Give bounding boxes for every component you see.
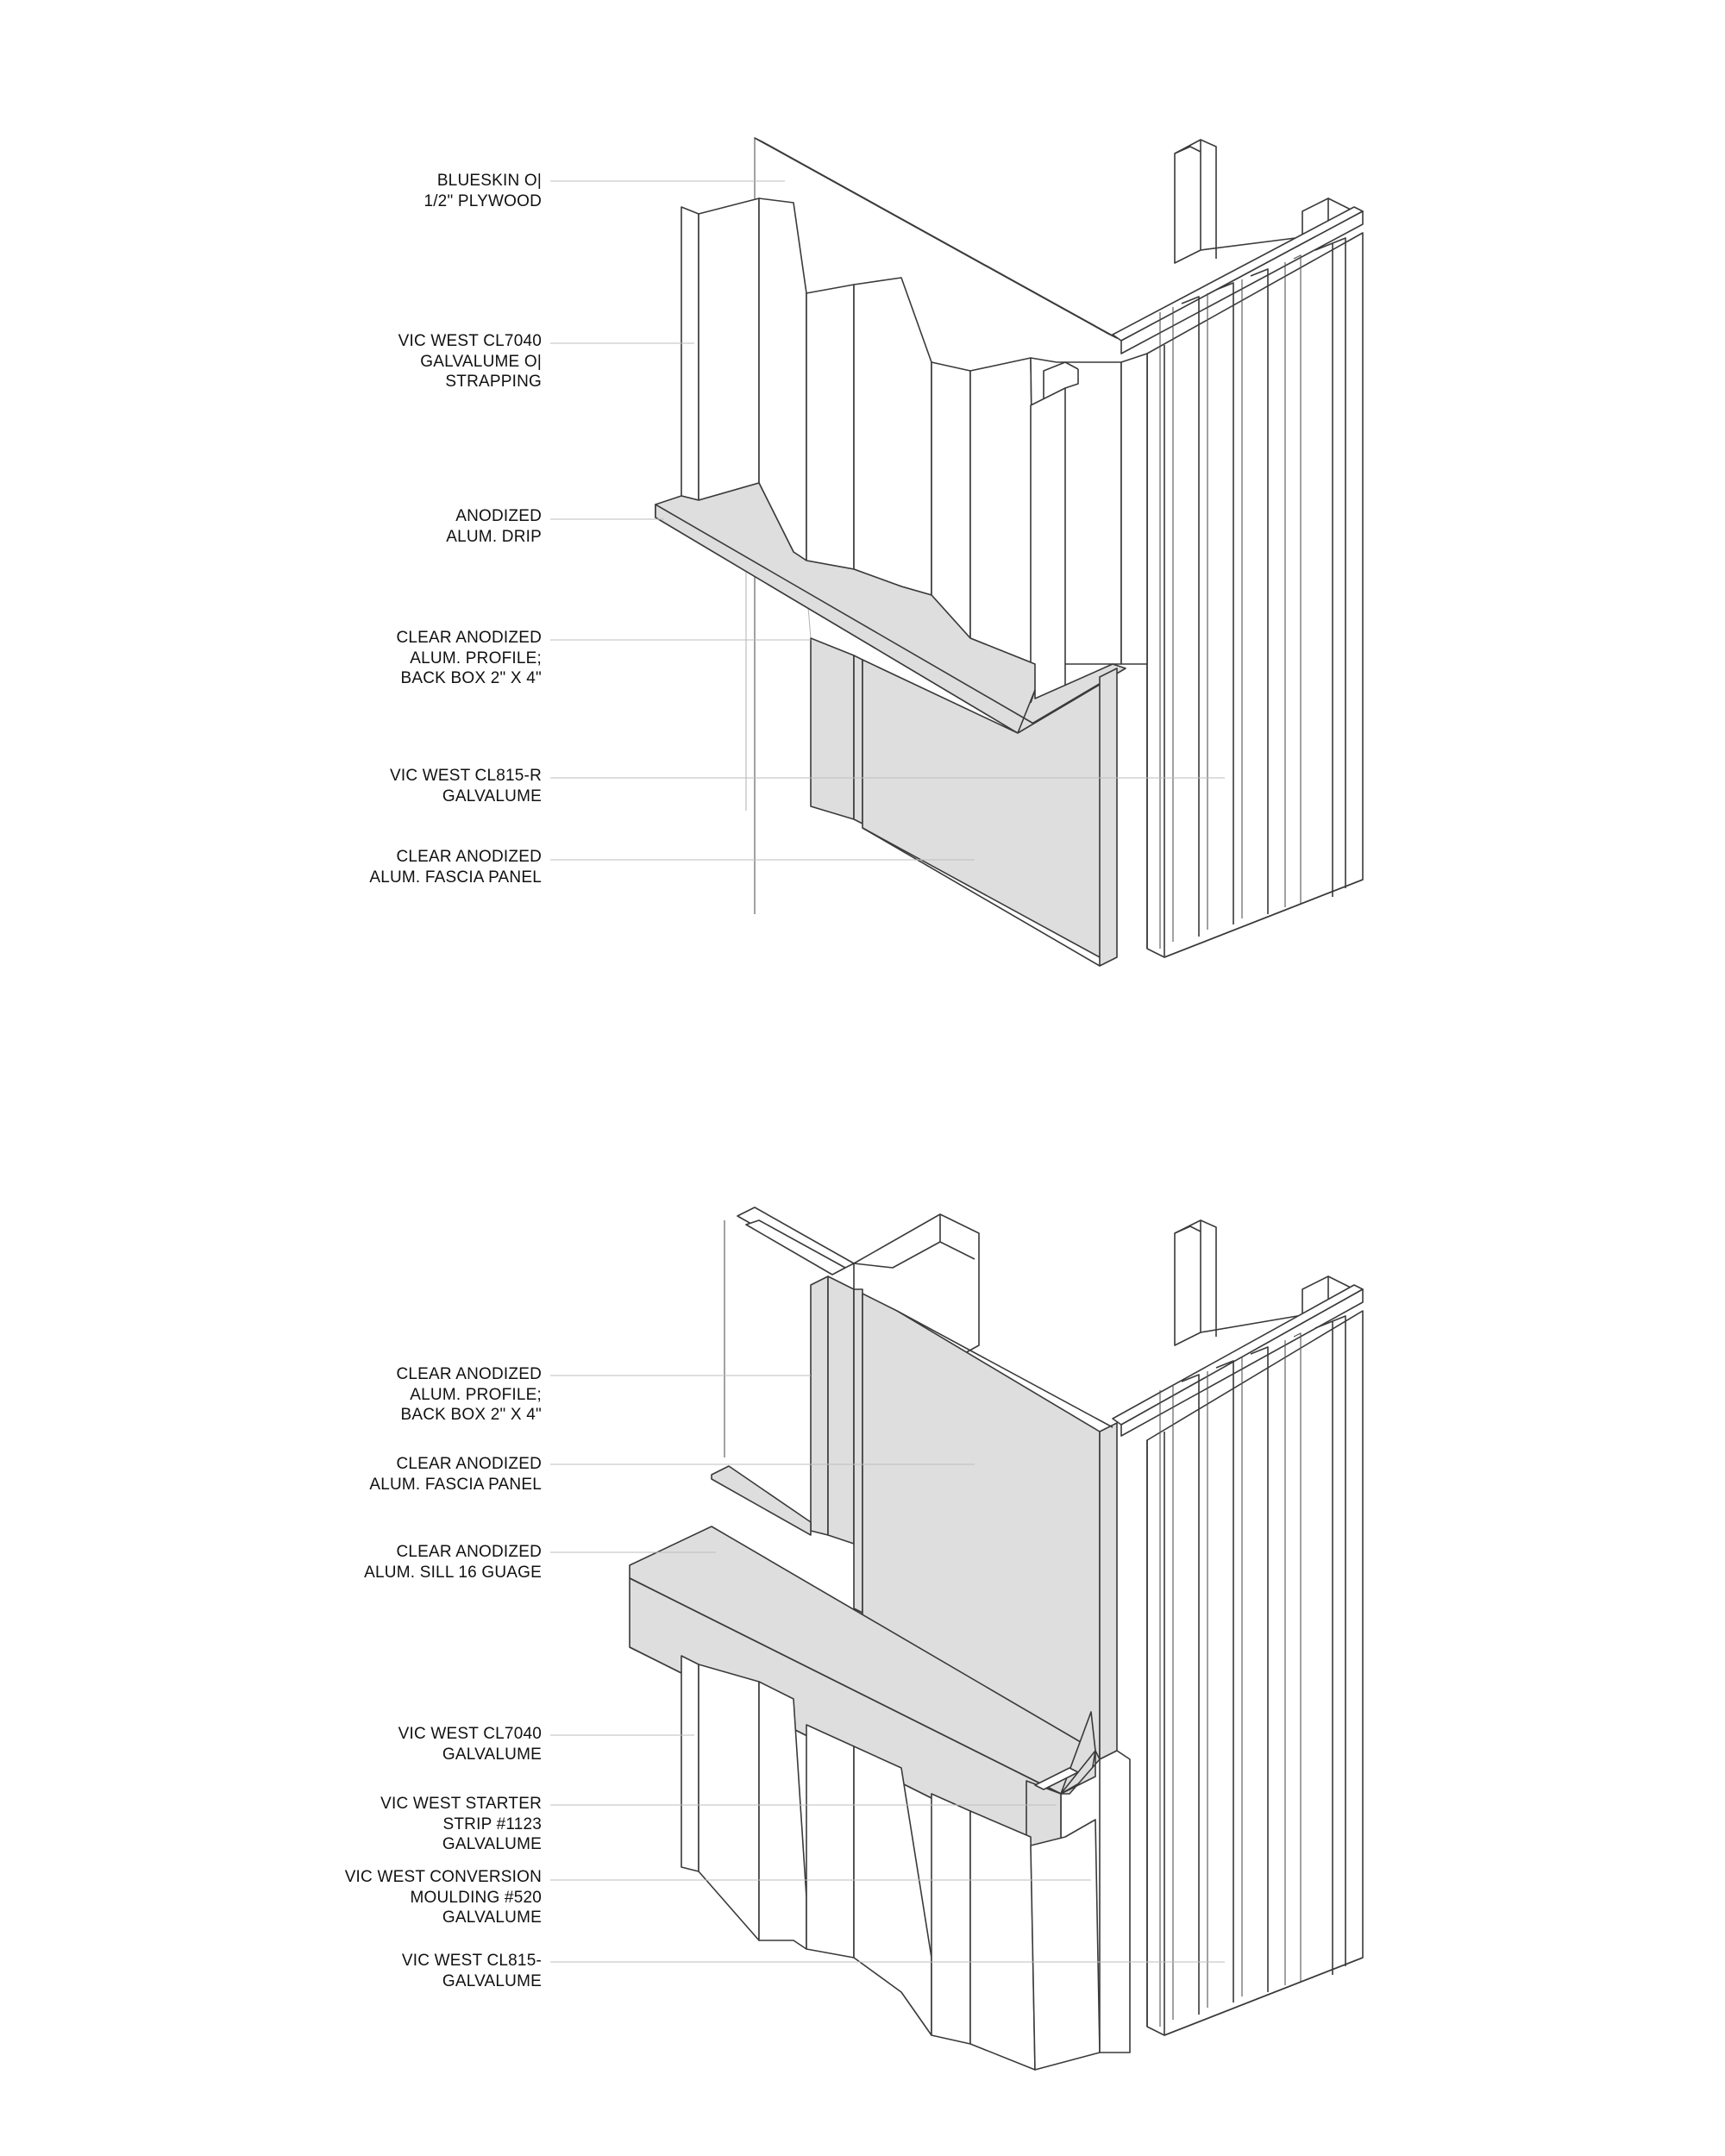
label-line: GALVALUME [442,1971,542,1990]
label-line: VIC WEST CL7040 [398,1725,542,1743]
label-line: ALUM. DRIP [446,527,542,546]
label-starter-strip [380,1794,542,1855]
top-steel-stud [1175,140,1354,263]
label-line: GALVALUME O| [420,352,542,371]
label-sill [364,1542,542,1583]
top-return-wall [1113,207,1363,957]
label-line: ALUM. PROFILE; [410,1385,542,1404]
label-line: CLEAR ANODIZED [396,629,542,647]
label-line: CLEAR ANODIZED [396,1365,542,1383]
label-cl7040-bottom [398,1724,542,1764]
label-profile-back-box-bottom [396,1364,542,1426]
label-line: VIC WEST CONVERSION [344,1868,542,1886]
label-fascia-panel-top [369,847,542,887]
label-line: VIC WEST CL7040 [398,332,542,350]
bottom-detail-drawing [550,1207,1363,2070]
label-line: STRAPPING [445,373,542,391]
label-line: CLEAR ANODIZED [396,848,542,866]
label-line: CLEAR ANODIZED [396,1543,542,1561]
label-line: 1/2" PLYWOOD [423,191,542,210]
label-line: GALVALUME [442,787,542,805]
label-line: ALUM. PROFILE; [410,649,542,667]
label-anodized-drip [446,506,542,547]
label-conversion-moulding [345,1867,542,1928]
label-line: ALUM. SILL 16 GUAGE [364,1563,542,1582]
label-line: GALVALUME [442,1908,542,1927]
label-line: VIC WEST CL815-R [389,767,542,785]
label-profile-back-box-top [396,628,542,689]
label-line: BACK BOX 2" X 4" [400,669,542,687]
label-line: ALUM. FASCIA PANEL [369,1475,542,1494]
label-cl815r [390,766,542,806]
top-detail-drawing [550,138,1363,966]
label-line: ALUM. FASCIA PANEL [369,868,542,887]
label-line: MOULDING #520 [410,1888,542,1907]
label-line: VIC WEST CL815- [401,1952,542,1970]
label-line: BACK BOX 2" X 4" [400,1406,542,1424]
label-fascia-panel-bottom [369,1454,542,1495]
label-line: BLUESKIN O| [436,172,542,190]
bottom-right-stud [1175,1220,1354,1345]
label-cl815-bottom [402,1951,542,1991]
label-line: GALVALUME [442,1835,542,1853]
label-line: ANODIZED [455,507,542,525]
label-line: STRIP #1123 [442,1814,542,1833]
bottom-return-wall [1113,1285,1363,2035]
label-line: VIC WEST STARTER [380,1795,542,1813]
label-line: CLEAR ANODIZED [396,1455,542,1473]
label-line: GALVALUME [442,1745,542,1764]
label-blueskin-plywood [423,171,542,211]
label-cl7040-strapping [398,331,542,392]
